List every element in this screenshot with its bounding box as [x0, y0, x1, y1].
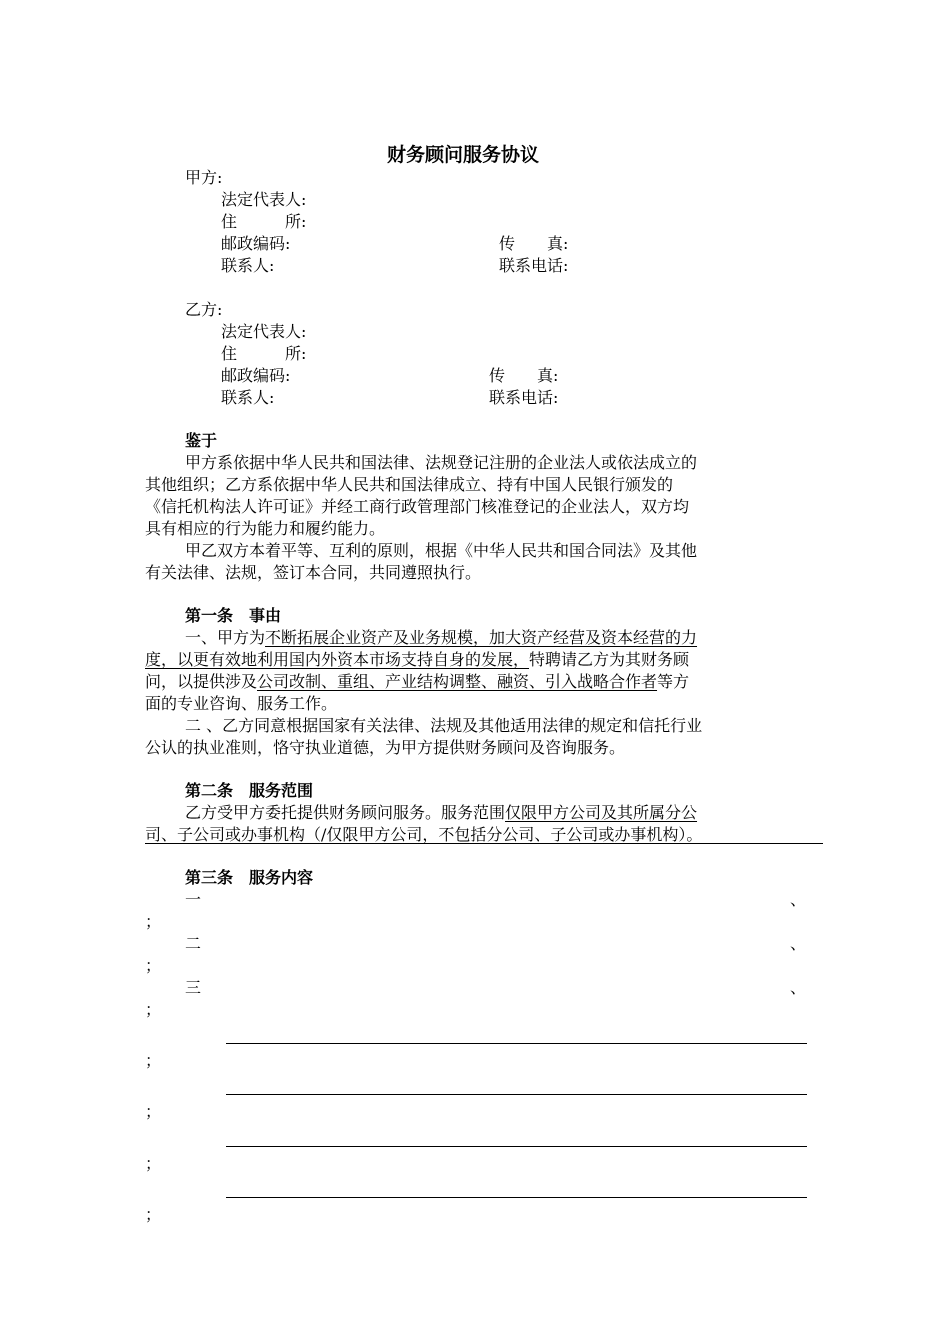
article-3-item-semicolon: ；	[145, 1051, 162, 1070]
article-1-item-2-line-2: 公认的执业准则，恪守执业道德，为甲方提供财务顾问及咨询服务。	[145, 738, 626, 757]
article-2-underlined-text: 司、子公司或办事机构（/仅限甲方公司，不包括分公司、子公司或办事机构）。	[145, 825, 703, 844]
party-a-address-label: 住 所:	[221, 212, 307, 231]
article-3-item-semicolon: ；	[145, 1102, 162, 1121]
article-1-text: 问，以提供涉及	[145, 672, 258, 691]
recitals-p1-line: 具有相应的行为能力和履约能力。	[145, 519, 386, 538]
party-b-contact-label: 联系人:	[221, 388, 275, 407]
article-1-heading: 第一条 事由	[185, 606, 282, 625]
fill-in-blank-line	[226, 1146, 807, 1147]
article-1-item-1-prefix: 一、甲方为	[185, 628, 266, 647]
article-3-item-number: 二	[185, 934, 202, 953]
article-3-item-semicolon: ；	[145, 1154, 162, 1173]
article-1-underlined-text: 不断拓展企业资产及业务规模，加大资产经营及资本经营的力	[265, 628, 698, 647]
party-b-heading: 乙方:	[185, 300, 223, 319]
fill-in-blank-line	[226, 1043, 807, 1044]
article-2-underlined-text: 仅限甲方公司及其所属分公	[505, 803, 698, 822]
party-a-legal-rep-label: 法定代表人:	[221, 190, 307, 209]
party-a-postcode-label: 邮政编码:	[221, 234, 291, 253]
recitals-p1-line: 其他组织；乙方系依据中华人民共和国法律成立、持有中国人民银行颁发的	[145, 475, 674, 494]
party-a-heading: 甲方:	[185, 168, 223, 187]
party-b-postcode-label: 邮政编码:	[221, 366, 291, 385]
article-1-item-2-line-1: 二 、乙方同意根据国家有关法律、法规及其他适用法律的规定和信托行业	[185, 716, 703, 735]
party-a-phone-label: 联系电话:	[499, 256, 569, 275]
recitals-heading: 鉴于	[185, 431, 218, 450]
article-3-item-semicolon: ；	[145, 1000, 162, 1019]
article-1-item-1-line-3	[145, 671, 689, 693]
article-1-item-1-line-2	[145, 649, 689, 671]
article-3-item-comma: 、	[790, 890, 807, 909]
article-1-item-1-line-1	[185, 627, 697, 649]
article-3-item-number: 三	[185, 978, 202, 997]
article-3-item-number: 一	[185, 890, 202, 909]
fill-in-blank-line	[226, 1094, 807, 1095]
party-b-address-label: 住 所:	[221, 344, 307, 363]
party-a-fax-label: 传 真:	[499, 234, 569, 253]
article-2-underline-extension	[145, 843, 823, 844]
party-b-phone-label: 联系电话:	[489, 388, 559, 407]
party-b-fax-label: 传 真:	[489, 366, 559, 385]
article-2-heading: 第二条 服务范围	[185, 781, 314, 800]
recitals-p1-line: 甲方系依据中华人民共和国法律、法规登记注册的企业法人或依法成立的	[185, 453, 698, 472]
article-3-item-semicolon: ；	[145, 1205, 162, 1224]
article-3-item-semicolon: ；	[145, 912, 162, 931]
article-3-heading: 第三条 服务内容	[185, 868, 314, 887]
document-title: 财务顾问服务协议	[387, 144, 540, 166]
article-2-line-1	[185, 802, 697, 824]
recitals-p2-line: 甲乙双方本着平等、互利的原则，根据《中华人民共和国合同法》及其他	[185, 541, 698, 560]
fill-in-blank-line	[226, 1197, 807, 1198]
recitals-p2-line: 有关法律、法规，签订本合同，共同遵照执行。	[145, 563, 482, 582]
article-1-underlined-text: 度，以更有效地利用国内外资本市场支持自身的发展，	[145, 650, 530, 669]
article-1-item-1-line-4: 面的专业咨询、服务工作。	[145, 694, 338, 713]
recitals-p1-line: 《信托机构法人许可证》并经工商行政管理部门核准登记的企业法人，双方均	[145, 497, 690, 516]
article-1-text: 特聘请乙方为其财务顾	[529, 650, 690, 669]
article-1-text: 等方	[657, 672, 690, 691]
article-3-item-comma: 、	[790, 978, 807, 997]
party-a-contact-label: 联系人:	[221, 256, 275, 275]
party-b-legal-rep-label: 法定代表人:	[221, 322, 307, 341]
article-2-text: 乙方受甲方委托提供财务顾问服务。服务范围	[185, 803, 506, 822]
article-3-item-semicolon: ；	[145, 956, 162, 975]
article-1-underlined-text: 公司改制、重组、产业结构调整、融资、引入战略合作者	[257, 672, 658, 691]
article-3-item-comma: 、	[790, 934, 807, 953]
